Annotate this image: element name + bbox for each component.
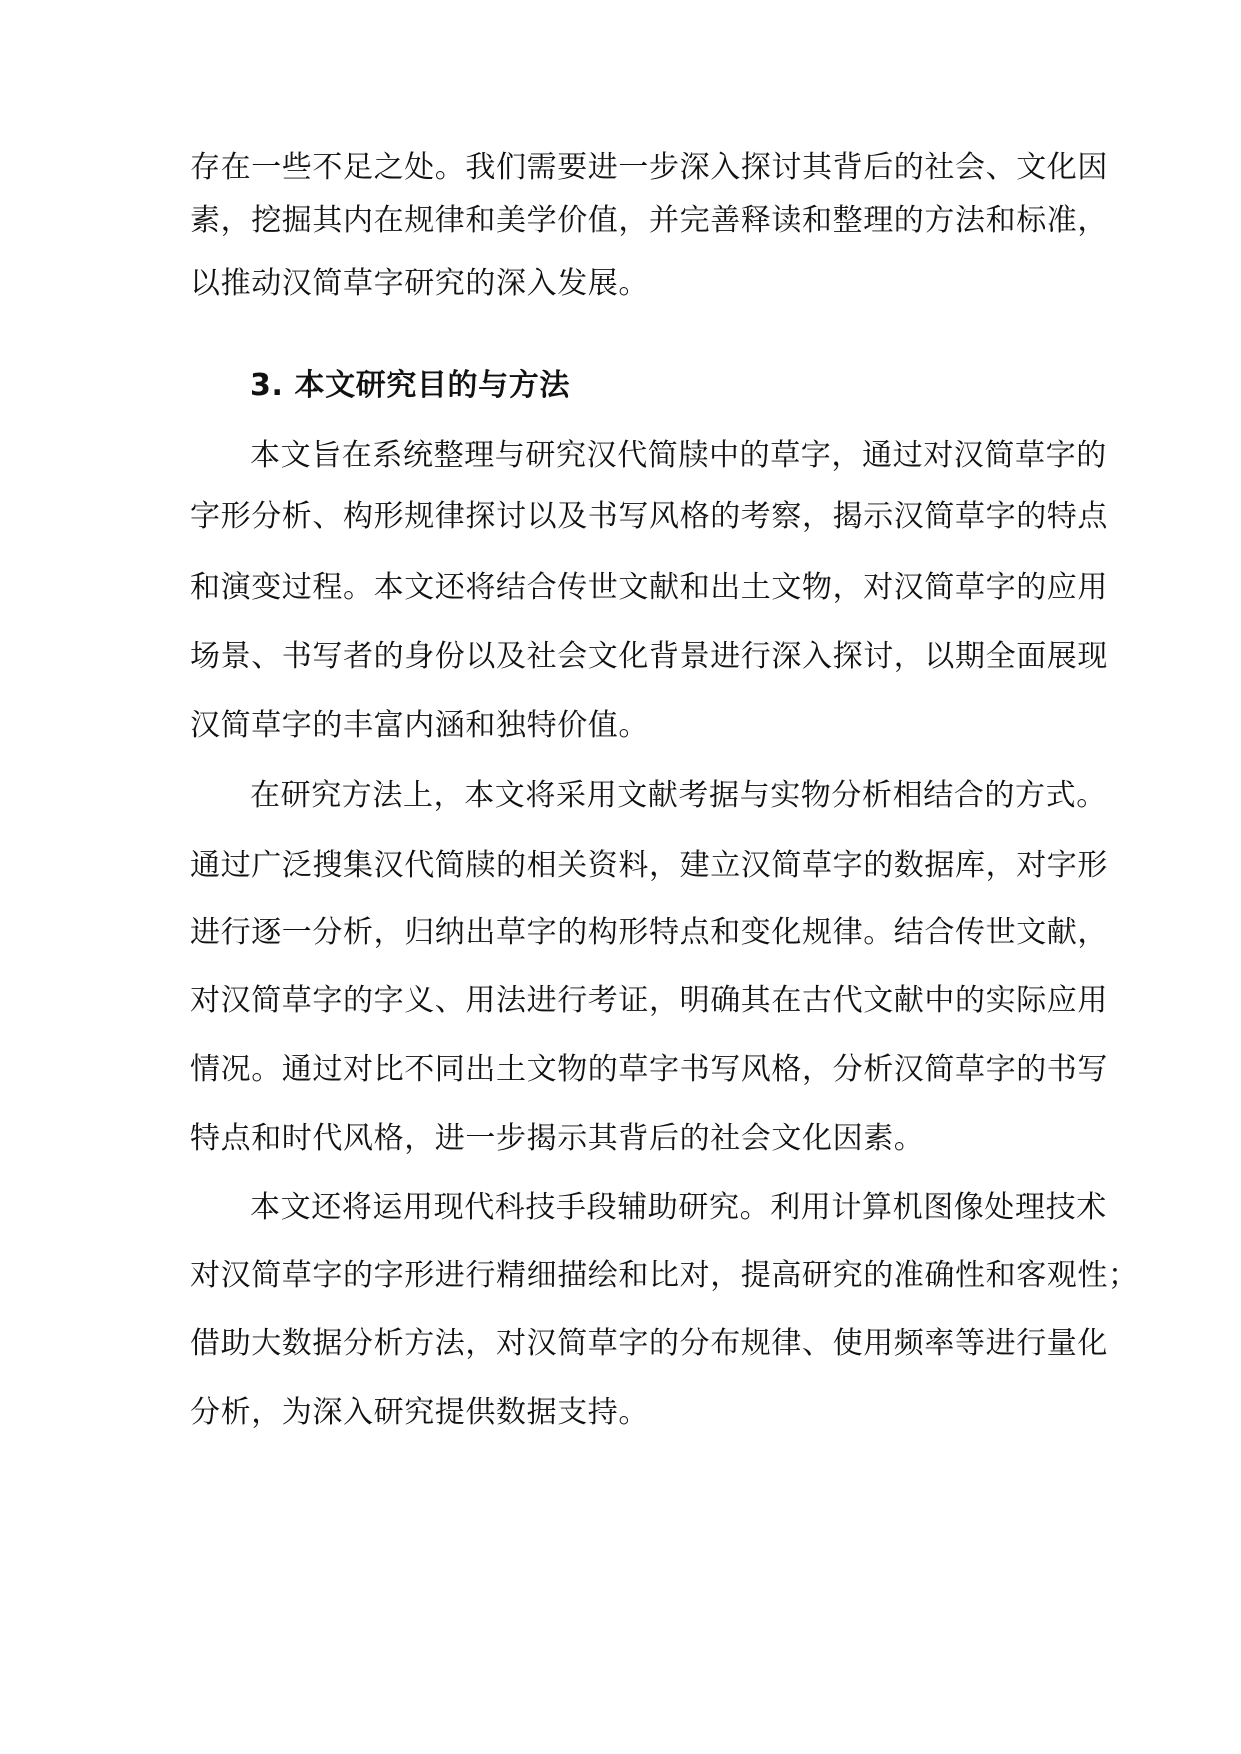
paragraph-line: 通过广泛搜集汉代简牍的相关资料，建立汉简草字的数据库，对字形 <box>190 848 1108 883</box>
paragraph-line: 情况。通过对比不同出土文物的草字书写风格，分析汉简草字的书写 <box>190 1052 1108 1087</box>
paragraph-line: 特点和时代风格，进一步揭示其背后的社会文化因素。 <box>190 1121 925 1156</box>
paragraph-line: 以推动汉简草字研究的深入发展。 <box>190 266 649 301</box>
paragraph-line: 进行逐一分析，归纳出草字的构形特点和变化规律。结合传世文献， <box>190 915 1108 950</box>
paragraph-line: 存在一些不足之处。我们需要进一步深入探讨其背后的社会、文化因 <box>190 150 1108 185</box>
paragraph-line: 和演变过程。本文还将结合传世文献和出土文物，对汉简草字的应用 <box>190 570 1108 605</box>
paragraph-line: 对汉简草字的字形进行精细描绘和比对，提高研究的准确性和客观性； <box>190 1258 1139 1293</box>
paragraph-line: 对汉简草字的字义、用法进行考证，明确其在古代文献中的实际应用 <box>190 983 1108 1018</box>
paragraph-line: 分析，为深入研究提供数据支持。 <box>190 1395 649 1430</box>
paragraph-line: 汉简草字的丰富内涵和独特价值。 <box>190 708 649 743</box>
paragraph-line: 素，挖掘其内在规律和美学价值，并完善释读和整理的方法和标准， <box>190 203 1108 238</box>
paragraph-line: 本文还将运用现代科技手段辅助研究。利用计算机图像处理技术 <box>250 1190 1107 1225</box>
paragraph-line: 本文旨在系统整理与研究汉代简牍中的草字，通过对汉简草字的 <box>250 438 1107 473</box>
paragraph-line: 在研究方法上，本文将采用文献考据与实物分析相结合的方式。 <box>250 778 1107 813</box>
section-heading: 3. 本文研究目的与方法 <box>250 368 570 403</box>
paragraph-line: 场景、书写者的身份以及社会文化背景进行深入探讨，以期全面展现 <box>190 639 1108 674</box>
paragraph-line: 字形分析、构形规律探讨以及书写风格的考察，揭示汉简草字的特点 <box>190 499 1108 534</box>
paragraph-line: 借助大数据分析方法，对汉简草字的分布规律、使用频率等进行量化 <box>190 1326 1108 1361</box>
